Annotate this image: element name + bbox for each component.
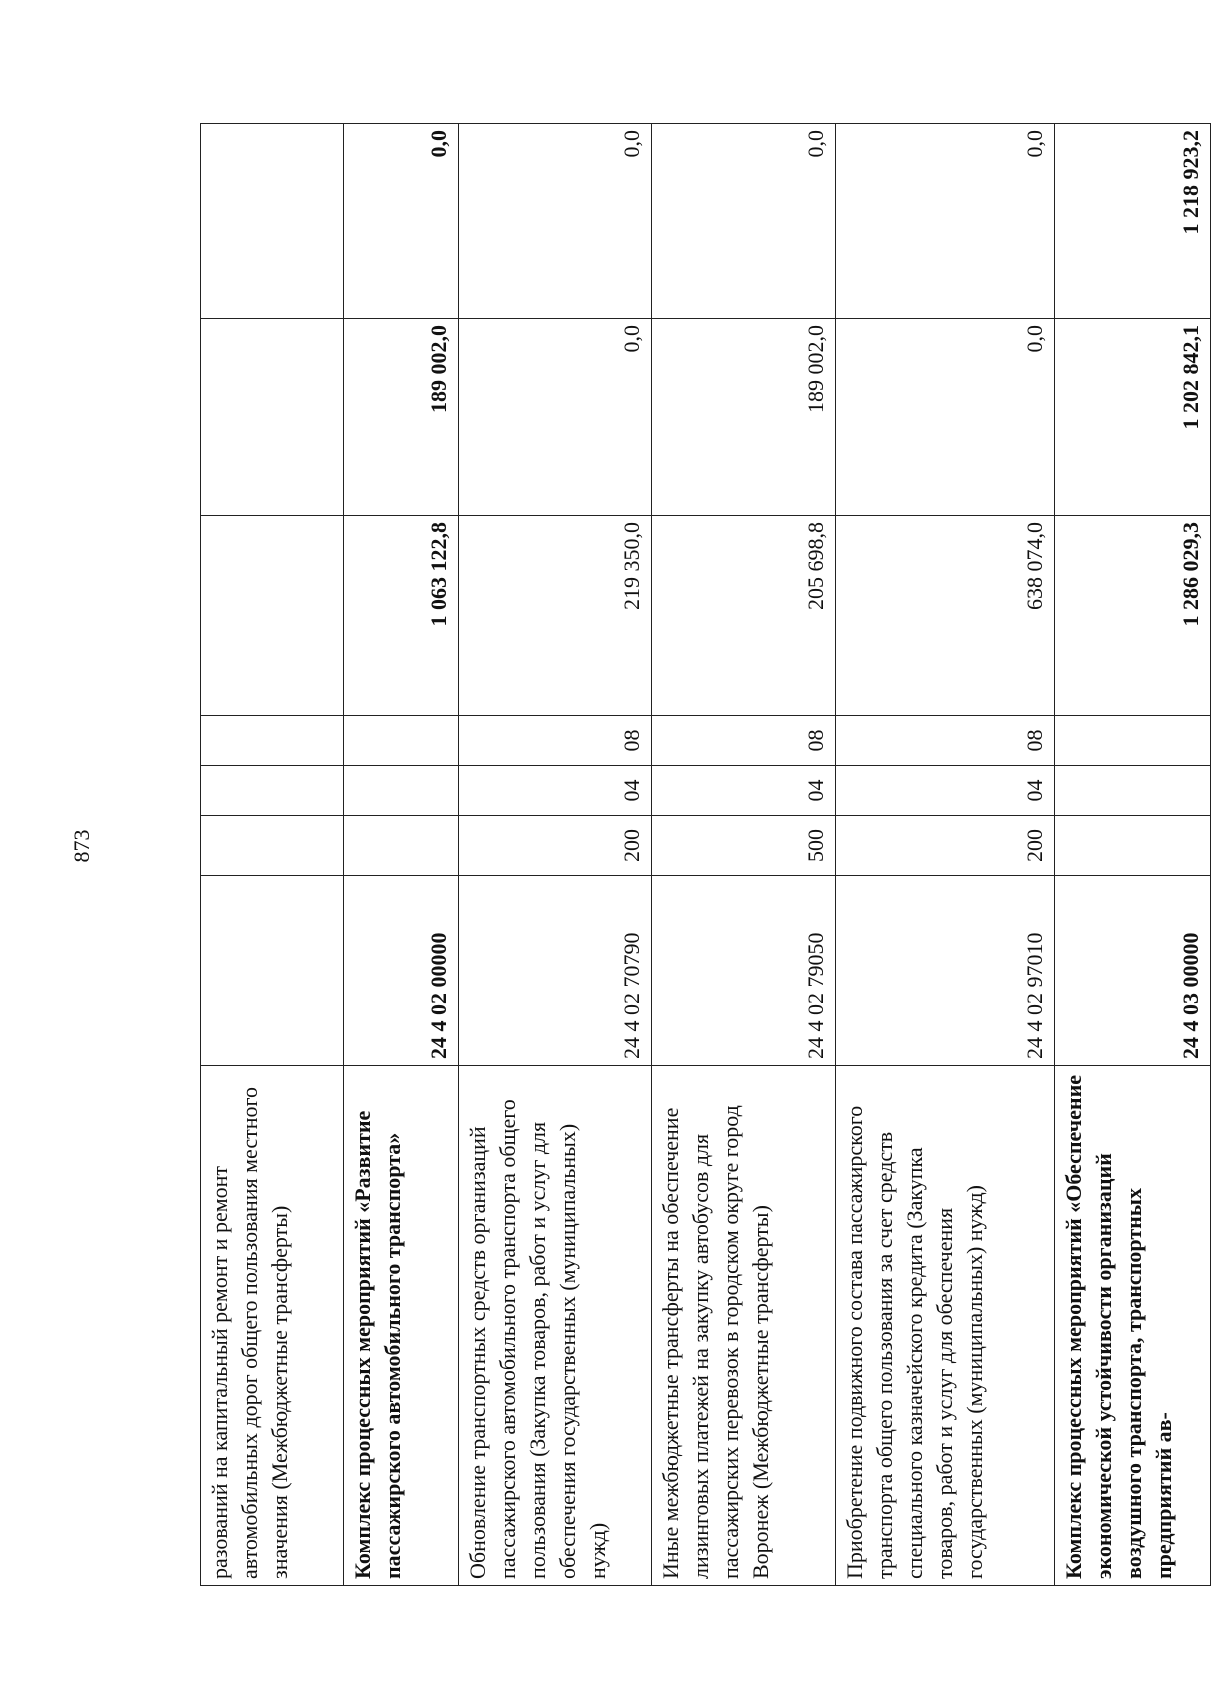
row-code: 24 4 03 00000 <box>1054 876 1210 1066</box>
row-value-3: 1 218 923,2 <box>1054 124 1210 319</box>
row-value-2: 0,0 <box>836 319 1054 516</box>
row-name: Обновление транспортных средств организаций пассажирского автомобильного транспорта общего пользования (Закупка товаров, работ и услуг для обеспечения государственных (муниципальных) нужд) <box>459 1066 652 1586</box>
row-rz <box>201 766 344 816</box>
table-row <box>459 124 652 1586</box>
table-row <box>344 124 459 1586</box>
row-value-2: 189 002,0 <box>652 319 836 516</box>
row-rz <box>1054 766 1210 816</box>
row-vr <box>344 816 459 876</box>
row-value-3: 0,0 <box>459 124 652 319</box>
row-pr: 08 <box>652 716 836 766</box>
row-pr: 08 <box>836 716 1054 766</box>
row-vr <box>201 816 344 876</box>
row-name: разований на капитальный ремонт и ремонт автомобильных дорог общего пользования местного значения (Межбюджетные трансферты) <box>201 1066 344 1586</box>
row-value-3 <box>201 124 344 319</box>
row-value-3: 0,0 <box>836 124 1054 319</box>
table-row <box>201 124 344 1586</box>
row-name: Иные межбюджетные трансферты на обеспечение лизинговых платежей на закупку автобусов для пассажирских перевозок в городском округе город Воронеж (Межбюджетные трансферты) <box>652 1066 836 1586</box>
row-code: 24 4 02 00000 <box>344 876 459 1066</box>
row-value-1: 219 350,0 <box>459 516 652 716</box>
row-name: Приобретение подвижного состава пассажирского транспорта общего пользования за счет средств специального казначейского кредита (Закупка товаров, работ и услуг для обеспечения государственных (муниципальных) нужд) <box>836 1066 1054 1586</box>
row-pr <box>344 716 459 766</box>
row-value-1: 1 063 122,8 <box>344 516 459 716</box>
row-value-1: 638 074,0 <box>836 516 1054 716</box>
table-row <box>652 124 836 1586</box>
row-value-2: 189 002,0 <box>344 319 459 516</box>
table-row <box>1054 124 1210 1586</box>
row-name: Комплекс процессных мероприятий «Развитие пассажирского автомобильного транспорта» <box>344 1066 459 1586</box>
table-row <box>836 124 1054 1586</box>
row-value-3: 0,0 <box>344 124 459 319</box>
row-value-2: 1 202 842,1 <box>1054 319 1210 516</box>
row-rz: 04 <box>836 766 1054 816</box>
row-code: 24 4 02 97010 <box>836 876 1054 1066</box>
budget-table-container <box>200 124 1211 1586</box>
row-pr: 08 <box>459 716 652 766</box>
row-vr: 200 <box>836 816 1054 876</box>
row-name: Комплекс процессных мероприятий «Обеспечение экономической устойчивости организаций воздушного транспорта, транспортных предприятий ав- <box>1054 1066 1210 1586</box>
row-vr <box>1054 816 1210 876</box>
row-value-1 <box>201 516 344 716</box>
row-pr <box>201 716 344 766</box>
row-pr <box>1054 716 1210 766</box>
row-value-1: 205 698,8 <box>652 516 836 716</box>
page-number: 873 <box>69 829 94 863</box>
row-rz: 04 <box>652 766 836 816</box>
row-value-3: 0,0 <box>652 124 836 319</box>
row-rz <box>344 766 459 816</box>
row-value-1: 1 286 029,3 <box>1054 516 1210 716</box>
row-code <box>201 876 344 1066</box>
row-vr: 200 <box>459 816 652 876</box>
row-code: 24 4 02 70790 <box>459 876 652 1066</box>
row-value-2: 0,0 <box>459 319 652 516</box>
budget-table <box>200 123 1211 1586</box>
row-value-2 <box>201 319 344 516</box>
row-vr: 500 <box>652 816 836 876</box>
row-rz: 04 <box>459 766 652 816</box>
row-code: 24 4 02 79050 <box>652 876 836 1066</box>
